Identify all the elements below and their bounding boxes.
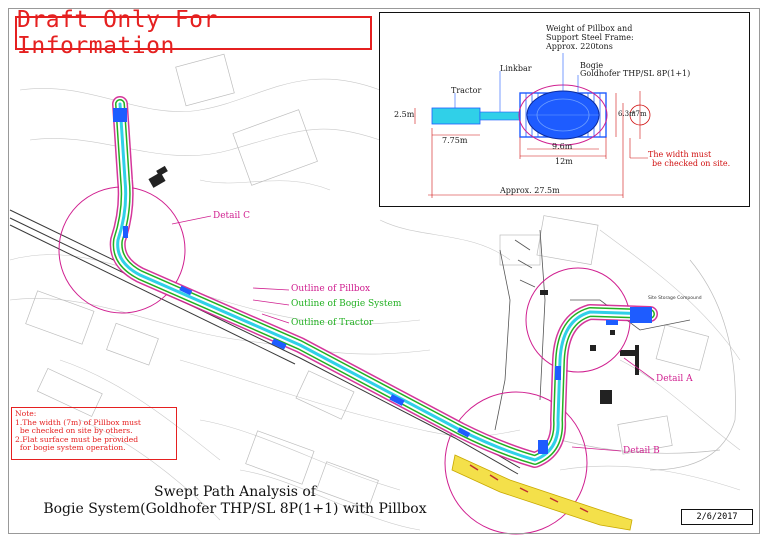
- detail-a-label: Detail A: [656, 374, 693, 384]
- linkbar-label: Linkbar: [500, 64, 532, 73]
- bottom-title-line1: Swept Path Analysis of: [154, 484, 316, 500]
- road-edges: [495, 230, 690, 430]
- tractor-label: Tractor: [451, 86, 482, 95]
- bottom-title-line2: Bogie System(Goldhofer THP/SL 8P(1+1) with Pillbox: [43, 501, 427, 517]
- tractor-shape: [432, 108, 480, 124]
- weight-line3: Approx. 220tons: [546, 42, 613, 51]
- note-box: [11, 407, 177, 460]
- site-storage-label: Site Storage Compound: [648, 296, 702, 301]
- dim-total: Approx. 27.5m: [500, 186, 560, 195]
- dim-pillbox-width: *7m: [632, 110, 647, 118]
- note-heading: Note:: [15, 409, 37, 418]
- vehicle-inset: [379, 12, 750, 207]
- dim-tractor-length: 7.75m: [442, 136, 468, 145]
- dim-12: 12m: [555, 157, 573, 166]
- detail-leaders: [172, 216, 654, 451]
- dim-bogie-width: 6.3m: [618, 110, 636, 118]
- note-line2: be checked on site by others.: [15, 426, 133, 436]
- dim-tractor-width: 2.5m: [394, 110, 415, 119]
- note-line1: 1.The width (7m) of Pillbox must: [15, 417, 141, 427]
- bogie-label-1: Bogie: [580, 61, 604, 70]
- width-note-2: be checked on site.: [652, 159, 731, 168]
- note-line4: for bogie system operation.: [15, 443, 126, 453]
- date-box: 2/6/2017: [681, 509, 753, 525]
- legend-tractor: Outline of Tractor: [291, 318, 374, 328]
- weight-line2: Support Steel Frame:: [546, 33, 634, 42]
- detail-c-label: Detail C: [213, 211, 251, 221]
- linkbar-shape: [480, 112, 520, 120]
- legend-bogie: Outline of Bogie System: [291, 299, 402, 309]
- weight-line1: Weight of Pillbox and: [546, 24, 633, 33]
- width-note-1: The width must: [648, 150, 712, 159]
- draft-title: Draft Only For Information: [15, 16, 372, 50]
- legend-pillbox: Outline of Pillbox: [291, 284, 371, 294]
- detail-b-label: Detail B: [623, 446, 660, 456]
- note-line3: 2.Flat surface must be provided: [15, 434, 139, 444]
- dim-9-6: 9.6m: [552, 142, 573, 151]
- bogie-label-2: Goldhofer THP/SL 8P(1+1): [580, 69, 691, 78]
